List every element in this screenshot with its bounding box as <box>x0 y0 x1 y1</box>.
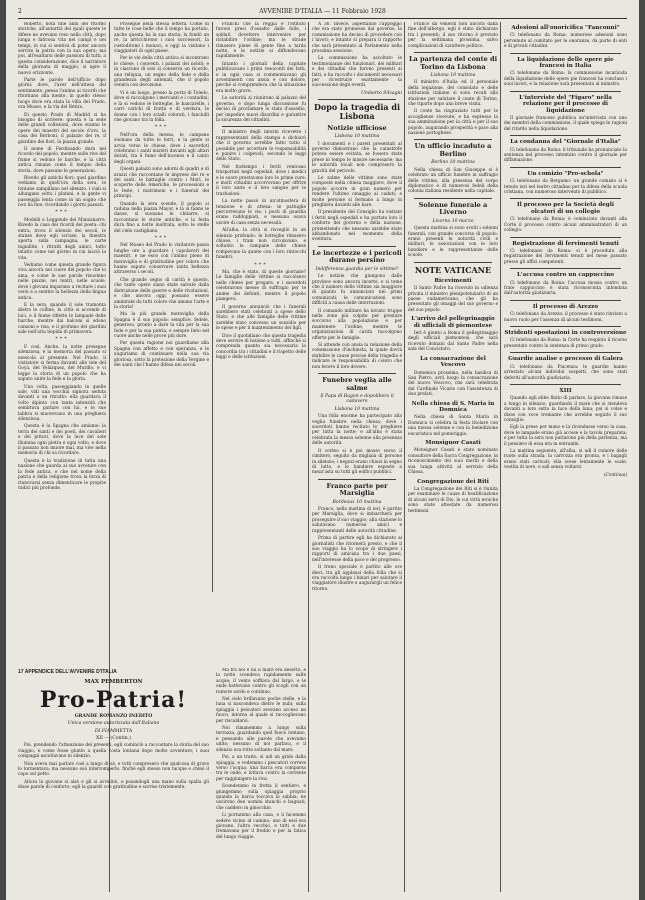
column-6: Adesioni all'onoricifica "Fanconni" Ci telefonano da Roma: numerose adesioni sono pervenute al comitato per le onoranze, da parte di enti e di privati cittadini. La liquidazione delle opere pie francesi in Italia Ci telefonano da Roma: la commissione incaricata della liquidazione delle opere pie francesi ha concluso i suoi lavori, e la relazione sarà presentata al ministro. L'interviste del "Figaro" nella relazione per il processo di liquidazione Il giornale francese pubblica un'intervista con uno dei membri della commissione, il quale spiega le ragioni del ritardo nella liquidazione. La condanna del "Giornale d'Italia" Ci telefonano da Roma: il tribunale ha pronunciato la sentenza nel processo intentato contro il giornale per diffamazione. Un comizio "Pro-schola" Ci telefonano da Bergamo: un grande comizio si è tenuto ieri nel teatro cittadino per la difesa della scuola cristiana, con numeroso intervento di pubblico. Il processo per la Società degli olcatori di un collegio Ci telefonano da Roma: è cominciato davanti alla Corte il processo contro alcuni amministratori di un collegio. Registrazione di fervimenti tenuti Ci telefonano da Roma: si è proceduto alla registrazione dei fervimenti tenuti nel mese passato presso gli uffici competenti. L'accusa contro un cappuccino Ci telefonano da Roma: l'accusa mossa contro un frate cappuccino è stata riconosciuta infondata dall'autorità giudiziaria. Il processo di Arezzo Ci telefonano da Arezzo: il processo è stato rinviato a nuovo ruolo per l'assenza di alcuni testimoni. Stridenti spostazioni in controversione Ci telefonano da Roma: la Corte ha respinto il ricorso presentato contro la sentenza di primo grado. Guardie analise e processo di Galera Ci telefonano da Piacenza: le guardie hanno arrestato alcuni individui sospetti, che sono stati deferiti all'autorità giudiziaria. XIII Quando egli ebbe finito di parlare, la giovane rimase a lungo in silenzio, guardando il mare che si stendeva davanti a loro sotto la luce della luna; poi si volse e disse con voce tremante che avrebbe seguito il suo consiglio. Egli la prese per mano e la ricondusse verso la casa, dove le lampade erano già accese e la tavola preparata; e per tutta la sera non parlarono più della partenza, ma il pensiero di essa era in entrambi. La mattina seguente, all'alba, si udì il rumore delle ruote sulla strada: la carrozza era pronta, e i bagagli erano stati caricati; ella scese lentamente le scale, vestita di nero, e salì senza voltarsi. (Continua) <box>504 25 627 478</box>
separator <box>414 52 492 53</box>
section-stars: *** <box>55 336 69 343</box>
subhead-lisbona: Notizie ufficiose <box>327 123 387 132</box>
section-stars: *** <box>55 209 69 216</box>
serial-translation: Unica versione autorizzata dall'Italiano <box>67 721 160 727</box>
section-stars: *** <box>154 124 169 131</box>
serial-chapter-right: XIII <box>559 387 572 394</box>
dateline-solenne: Livorno 10 marzo <box>432 218 474 224</box>
section-stars: *** <box>254 261 268 268</box>
serial-label: 17 APPENDICE DELL'AVVENIRE D'ITALIA <box>18 669 117 675</box>
headline-funebre: Funebre veglia alle salme <box>322 376 392 392</box>
column-rule <box>212 22 213 592</box>
headline-consacrazione: La consacrazione del Vescovo <box>420 355 486 369</box>
dateline-funebre: Lisbona 10 mattina <box>334 406 380 412</box>
separator <box>318 99 396 100</box>
dispatch-title: Il processo di Arezzo <box>532 303 599 310</box>
headline-monsignor: Monsignor Casati <box>425 440 481 447</box>
headline-torino: La partenza del conte di Torino da Lisbona <box>408 55 498 71</box>
headline-congregazione: Congregazione dei Riti <box>417 478 489 485</box>
separator <box>318 479 396 480</box>
page-header: AVVENIRE D'ITALIA — 11 Febbraio 1928 <box>259 8 386 15</box>
serial-chapter: XII — (Contin.) <box>96 736 131 742</box>
scan-border-right <box>639 0 645 900</box>
separator <box>222 126 300 127</box>
separator <box>510 300 621 301</box>
separator <box>414 198 492 199</box>
headline-lisbona: Dopo la tragedia di Lisbona <box>313 102 400 122</box>
serial-title: Pro-Patria! <box>39 686 188 713</box>
column-3: Franchi che la reggia e l'Istituto furono presi d'assalto dalle folle, i soldati dovettero intervenire per ristabilire l'ordine; ma le strade rimasero piene di gente fino a tarda notte, e le notizie si diffondevano rapidamente. Intanto i giornali della capitale pubblicavano i primi resoconti dei fatti, e in ogni casa si commentavano gli avvenimenti con ansia e con dolore, perché si comprendeva che la situazione era molto grave. Le autorità si riunirono al palazzo del governo, e dopo lunga discussione fu deciso di proclamare lo stato d'assedio, per impedire nuovi disordini e garantire la sicurezza dei cittadini. Il ministro degli interni ricevette i rappresentanti della stampa e dichiarò che il governo avrebbe fatto tutto il possibile per accertare le responsabilità e punire i colpevoli, secondo le leggi dello Stato. Nel frattempo i feriti venivano trasportati negli ospedali, dove i medici e le suore prestavano loro le prime cure; e molti cittadini accorrevano per offrire il loro aiuto e il loro sangue per le trasfusioni. La notte passò in un'atmosfera di tensione e di attesa: le pattuglie percorrevano le vie, i posti di guardia erano raddoppiati, e nessuno osava uscire di casa senza necessità. All'alba, la città si risvegliò in un silenzio profondo: le botteghe rimasero chiuse, i tram non circolavano, e soltanto le campane delle chiese rompevano la quiete con i loro rintocchi funebri. *** Ma, che è stato, di queste giornate? Le famiglie delle vittime si raccolsero nelle chiese per pregare, e i sacerdoti celebrarono messe di suffragio per le anime dei defunti, mentre il popolo piangeva. Il governo annunciò che i funerali sarebbero stati celebrati a spese dello Stato, e che alle famiglie delle vittime sarebbe stato concesso un sussidio per le spese e per il mantenimento dei figli. Dice il quotidiano che questa tragedia deve servire di lezione a tutti, affinché si comprenda quanto sia necessaria la concordia tra i cittadini e il rispetto delle leggi e delle istituzioni. <box>216 22 306 361</box>
dispatch-title: L'accusa contro un cappuccino <box>516 272 615 279</box>
scan-border-left <box>0 0 6 900</box>
serial-subtitle: GRANDE ROMANZO INEDITO <box>74 713 153 719</box>
dispatch-title: L'interviste del "Figaro" nella relazione per il processo di liquidazione <box>519 94 612 114</box>
separator <box>510 167 621 168</box>
separator <box>510 53 621 54</box>
column-2: Prosegue nella stessa lettera. Come di tutte le cose belle che il tempo ha portato, anche questa ha la sua storia: la fondò un re, la arricchirono i suoi successori, la custodirono i monaci, e oggi la visitano i viaggiatori di ogni paese. Per le vie della città antica si incontrano le chiese, i conventi, i palazzi dei nobili; e in ciascuno di essi si conserva un ricordo, una reliquia, un segno della fede e della grandezza degli antenati, che il popolo venera con devozione. Vi è un luogo, presso la porta di Toledo, dove si raccolgono i mercanti e i contadini; e là si vedono le botteghe, le bancarelle, i carri carichi di frutta e di verdura, le donne con i loro scialli colorati, i fanciulli che giocano tra la folla. *** Nell'ora della messa, le campane suonano da tutte le torri, e la gente si avvia verso le chiese, dove i sacerdoti celebrano i santi misteri davanti agli altari dorati, tra il fumo dell'incenso e il canto degli organi. Questi palazzi sono adorni di quadri e di arazzi che raccontano le imprese dei re e dei santi: le battaglie contro i Mori, le scoperte delle Americhe, le processioni e le feste, i matrimoni e i funerali dei principi. Quando la sera scende, il popolo si raduna nella piazza Mayor, e là si fanno le danze, si suonano le chitarre, si raccontano le storie antiche, e la festa dura fino a notte inoltrata, sotto le stelle del cielo castigliano. *** Nel Museo del Prado lo visitatore passa lunghe ore a guardare i capolavori dei maestri, e ne esce con l'animo pieno di meraviglia e di gratitudine per coloro che hanno saputo conservare tanta bellezza attraverso i secoli. Che grande segno di carità è questo, che tante opere siano state salvate dalla distruzione delle guerre e delle rivoluzioni, e che ancora oggi possano essere ammirate da tutti coloro che amano l'arte e la storia! Ma la più grande meraviglia della Spagna è il suo popolo: semplice, fedele, generoso, pronto a dare la vita per la sua fede e per la sua patria, e sempre lieto nel cuore anche nelle prove più dure. Per questa ragione noi guardiamo alla Spagna con affetto e con speranza, e le auguriamo di continuare nella sua via gloriosa, sotto la protezione della Vergine e dei santi che l'hanno difesa nei secoli. <box>114 22 209 368</box>
dispatch-title: La condanna del "Giornale d'Italia" <box>510 139 621 146</box>
separator <box>510 135 621 136</box>
separator <box>510 268 621 269</box>
headline-incertezze: Le incertezze e i pericoli durano persino <box>312 248 402 265</box>
headline-pellegrinaggio: L'arrivo del pellegrinaggio di ufficiali di piemontese <box>411 316 495 329</box>
separator <box>318 373 396 374</box>
dispatch-title: Registrazione di fervimenti tenuti <box>512 240 619 247</box>
column-rule <box>500 22 501 892</box>
separator <box>510 198 621 199</box>
dispatch-title: Il processo per la Società degli olcatori di un collegio <box>517 202 614 215</box>
headline-franco: Franco parte per Marsiglia <box>326 481 388 498</box>
serial-continued: Ma fra noi e lui il mare era deserto, e la notte scendeva rapidamente sulle acque; il vento soffiava dal largo, e le onde battevano contro gli scogli con un rumore sordo e continuo. Nel cielo brillavano poche stelle, e la luna si nascondeva dietro le nubi; sulla spiaggia i pescatori avevano acceso un fuoco, intorno al quale si raccoglievano per riscaldarsi. Noi rimanemmo a lungo sulla terrazza, guardando quel fuoco lontano, e pensando alle parole che avevamo udito; nessuno di noi parlava, e il silenzio era rotto soltanto dal mare. Poi, a un tratto, si udì un grido dalla spiaggia, e vedemmo i pescatori correre verso l'acqua; una barca era comparsa tra le onde, e lottava contro la corrente per raggiungere la riva. Scendemmo in fretta il sentiero, e giungemmo sulla spiaggia proprio quando la barca toccava la sabbia; ne uscirono due uomini stanchi e bagnati, che caddero in ginocchio. Li portammo alla casa, e li facemmo sedere vicino al camino; uno di essi era giovane, l'altro vecchio, e tutti e due tremavano per il freddo e per la fatica del lungo viaggio. <box>216 668 306 840</box>
dispatch-title: Guardie analise e processo di Galera <box>508 356 623 363</box>
separator <box>414 262 492 263</box>
dispatch-title: La liquidazione delle opere pie francesi in Italia <box>517 56 614 70</box>
serial-author: MAX PEMBERTON <box>84 679 143 686</box>
dispatch-title: Adesioni all'onoricifica "Fanconni" <box>511 25 620 31</box>
serial-section: 17 APPENDICE DELL'AVVENIRE D'ITALIA MAX PEMBERTON Pro-Patria! GRANDE ROMANZO INEDITO Unica versione autorizzata dall'Italiano DI FIAMMETTA XII — (Contin.) Poi, prendendo l'attenzione dei presenti, egli cominciò a raccontare la storia del suo viaggio, e come fosse giunto a quella costa lontana dopo molte avventure; i suoi compagni ascoltavano in silenzio. Non aveva mai parlato così a lungo di sé, e tutti compresero che qualcosa di grave lo tormentava; ma nessuno osò interromperlo, finché egli stesso non tacque e chinò il capo sul petto. Allora la giovane si alzò e gli si avvicinò, e posandogli una mano sulla spalla gli disse parole di conforto; egli la guardò con gratitudine e sorrise tristemente. <box>18 669 209 791</box>
dateline-lisbona: Lisbona 10 mattina <box>334 134 380 140</box>
headline-vaticane: NOTE VATICANE <box>414 264 492 275</box>
subhead-incertezze: Indifferenza guardia per le vittime? <box>315 266 399 272</box>
serial-credit: DI FIAMMETTA <box>94 728 133 734</box>
separator <box>510 326 621 327</box>
separator <box>318 246 396 247</box>
dateline-franco: Bordeaux 10 mattina <box>332 499 382 505</box>
subhead-funebre: Il Papa di Ragon e dopolibero il cadavere <box>320 394 394 405</box>
dispatch-title: Stridenti spostazioni in controversione <box>504 330 627 337</box>
column-rule <box>404 22 405 892</box>
separator <box>510 237 621 238</box>
separator <box>510 352 621 353</box>
dateline-ufficio: Berlino 10 mattina <box>431 160 475 166</box>
headline-solenne: Solenne funerale a Liverno <box>418 200 488 217</box>
column-5: Franco da venerdì non ancora dalla fine dell'albergo, egli è stato dichiarato tra i presenti; il suo ritorno è previsto per la settimana prossima, salvo complicazioni di carattere politico. La partenza del conte di Torino da Lisbona Lisbona 10 mattina Il ministro d'Italia ed il personale della legazione, del consolato e delle istituzioni italiane si sono recati alla stazione per salutare il conte di Torino, che riparte dopo una breve visita. Il conte ha ringraziato tutti per le accoglienze ricevute, e ha espresso la sua ammirazione per la città e per il suo popolo, augurando prosperità e pace alla nazione portoghese. Un ufficio incaduto a Berlino Berlino 10 mattina Nella chiesa di San Giuseppe si è celebrato un ufficio funebre in suffragio delle vittime, alla presenza del corpo diplomatico e di numerosi fedeli della colonia italiana residente nella capitale. Solenne funerale a Liverno Livorno 10 marzo Questa mattina si sono svolti i solenni funerali, con grande concorso di popolo; erano presenti le autorità civili e militari, le associazioni con le loro bandiere e le rappresentanze delle scuole. NOTE VATICANE Ricevimenti Il Santo Padre ha ricevuto in udienza privata il ministro plenipotenziario di un paese sudamericano, che gli ha presentato gli omaggi del suo governo e del suo popolo. L'arrivo del pellegrinaggio di ufficiali di piemontese Ieri è giunto a Roma il pellegrinaggio degli ufficiali piemontesi, che sarà ricevuto domani dal Santo Padre nella sala del Concistoro. La consacrazione del Vescovo Domenica prossima, nella basilica di San Pietro, avrà luogo la consacrazione del nuovo Vescovo, che sarà celebrata dal Cardinale Vicario con l'assistenza di due prelati. Nella chiesa di S. Maria in Domnica Nella chiesa di Santa Maria in Domnica si celebra la festa titolare con una messa solenne e con la benedizione eucaristica nel pomeriggio. Monsignor Casati Monsignor Casati è stato nominato consultore della Sacra Congregazione, in riconoscimento dei suoi meriti e della sua lunga attività al servizio della Chiesa. Congregazione dei Riti La Congregazione dei Riti si è riunita per esaminare le cause di beatificazione di alcuni servi di Dio, le cui virtù eroiche sono state attestate da numerosi testimoni. <box>408 22 498 514</box>
separator <box>510 91 621 92</box>
headline-maria-domnica: Nella chiesa di S. Maria in Domnica <box>411 400 495 413</box>
separator <box>510 384 621 385</box>
section-stars: *** <box>154 235 169 242</box>
subhead-vaticane: Ricevimenti <box>434 277 472 284</box>
separator <box>414 139 492 140</box>
column-1: Roberto, nota fine anni del ritorno storiche, all'autorità dei quali queste le difese ne avevano reso nella città, dopo lunga e faticosa vita nei campi e nei tempi, in cui si sentiva di poter ancora servire la patria con la sua opera; ma poi, all'esaltarsi delle passioni di tutti, a questa considerazione, dice il narratore della giornata di maggio, si apre il nuovo orizzonte. Parte le parole dell'ufficio dopo giorni: dove, l'aver nell'attesa del sentimento, pensa l'animo ai ricordi che ritornano alla mente, in quello stesso luogo dove era stata la villa del Prado, ora Museo, e la via del Retiro. Di questo Prado di Madrid si ha bisogno di scrivere: questa è la sede delle grandi collezioni, dove stanno le opere dei maestri del secolo d'oro, la casa dei Borboni, il palazzo dei re, il giardino dei fiori, la piazza grande. Il nome di Ferdinando dura nel ricordo del popolo, mentre sulle rive del fiume si vedono le barche, e la città antica rimane come il tempio della storia, dove passano le generazioni. Rivedo gli antichi fiori: quel giardino vediamo in quell'ora della sera, le fontane zampillano nel silenzio, i viali si allungano sotto i platani, e la gente vi passeggia lenta come in un sogno che non ha fine, ricordando i giorni passati. *** Modelli e Leggende del Manzanarre. Rivedo la casa dei ricordi del poeta: chi entra, trova il silenzio dei secoli, le stanze dove egli scrisse, la finestra aperta sulla campagna, le carte ingiallite, i ritratti degli amici, tutto intatto come nel giorno in cui lasciò la vita. Vediamo come questa grande figura viva ancora nel cuore del popolo che lo ama, e come le sue parole risuonino nelle piazze, nei teatri, nelle scuole, dove i giovani imparano a recitare i suoi versi e a sentire la bellezza della lingua antica. E la sera, quando il sole tramonta dietro le colline, la città si accende di luci, e il fiume riflette le lampade delle barche, mentre dai balconi si odono canzoni e risa, e il profumo dei giardini sale nell'aria tiepida di primavera. *** E così, Anche, la notte prosegue silenziosa, e la memoria del passato si mescola al presente. Nel Prado, il visitatore si ferma davanti alle tele del Goya, del Velázquez, del Murillo, e vi legge la storia di un popolo che ha saputo unire la fede e la gloria. Una volta, passeggiando in quelle sale, vidi una vecchia signora seduta davanti a un ritratto: ella guardava il volto dipinto con tanta intensità che sembrava parlare con lui, e le sue labbra si muovevano in una preghiera silenziosa. Questa è la Spagna che amiamo: la terra dei santi e dei poeti, dei cavalieri e dei pittori, dove la luce del sole illumina ogni pietra e ogni volto, e dove il passato non muore mai, ma vive nella memoria di chi sa ricordare. Questa è la tradizione di tutta una nazione che guarda al suo avvenire con la fede antica, e che nel nome della patria e della religione trova la forza di rinnovarsi senza dimenticare le proprie radici più profonde. <box>18 22 106 491</box>
page-number: 2 <box>18 8 22 15</box>
headline-ufficio: Un ufficio incaduto a Berlino <box>414 142 492 158</box>
dispatch-title: Un comizio "Pro-schola" <box>527 170 604 177</box>
masthead <box>18 6 627 19</box>
column-rule <box>308 22 309 892</box>
serial-continua: (Continua) <box>603 472 627 478</box>
dateline-torino: Lisbona 10 mattina <box>430 72 476 78</box>
column-4: A 30. Invece, aspettando l'appoggio che era stato promesso dal governo, la commissione ha deciso di procedere con i lavori; e intanto si prepara il rapporto che sarà presentato al Parlamento nella prossima sessione. La commissione ha ascoltato le testimonianze dei funzionari, dei militari e dei cittadini che furono presenti ai fatti, e ha raccolto i documenti necessari per ricostruire esattamente la successione degli eventi. Umberto Silvagni Dopo la tragedia di Lisbona Notizie ufficiose Lisbona 10 mattina I documenti e i pareri presentati al governo dimostrano che la catastrofe poteva essere evitata, se fossero state prese in tempo le misure necessarie; ma le autorità locali non compresero la gravità del pericolo. Le salme delle vittime sono state composte nella chiesa maggiore, dove il popolo accorre in gran numero per rendere l'ultimo omaggio ai caduti; e molte persone si fermano a lungo in preghiera davanti alle bare. Il presidente del Consiglio ha visitato i feriti negli ospedali e ha portato loro il conforto del governo e della nazione, promettendo che nessuno sarebbe stato abbandonato nel momento della sventura. Le incertezze e i pericoli durano persino Indifferenza guardia per le vittime? Le notizie che giungono dalle province sono ancora incerte, e si teme che il numero delle vittime sia maggiore di quanto fu annunciato nei primi comunicati; le comunicazioni sono difficili a causa delle interruzioni. Il comando militare ha inviato truppe nelle zone più colpite per prestare soccorso alla popolazione e per mantenere l'ordine, mentre le organizzazioni di carità raccolgono offerte per le famiglie. Si attende con ansia la relazione della commissione d'inchiesta, la quale dovrà stabilire le cause precise della tragedia e indicare le responsabilità di coloro che non fecero il loro dovere. Funebre veglia alle salme Il Papa di Ragon e dopolibero il cadavere Lisbona 10 mattina Una folla enorme ha partecipato alla veglia funebre nella chiesa, dove i sacerdoti hanno recitato le preghiere per tutta la notte; e all'alba è stata celebrata la messa solenne alla presenza delle autorità. Il corteo si è poi mosso verso il cimitero, seguito da migliaia di persone in silenzio; i negozi erano chiusi in segno di lutto, e le bandiere esposte a mezz'asta su tutti gli edifici pubblici. Franco parte per Marsiglia Bordeaux 10 mattina Franco, nella mattina di ieri, è partito per Marsiglia, dove si imbarcherà per proseguire il suo viaggio; alla stazione lo salutavano numerosi amici e rappresentanti delle autorità cittadine. Prima di partire egli ha dichiarato ai giornalisti che ritornerà presto, e che il suo viaggio ha lo scopo di stringere i rapporti di amicizia tra i due paesi, nell'interesse della pace e del progresso. Il treno speciale è partito alle ore dieci, tra gli applausi della folla che si era raccolta lungo i binari per salutare il viaggiatore illustre e augurargli un felice ritorno. <box>312 22 402 592</box>
